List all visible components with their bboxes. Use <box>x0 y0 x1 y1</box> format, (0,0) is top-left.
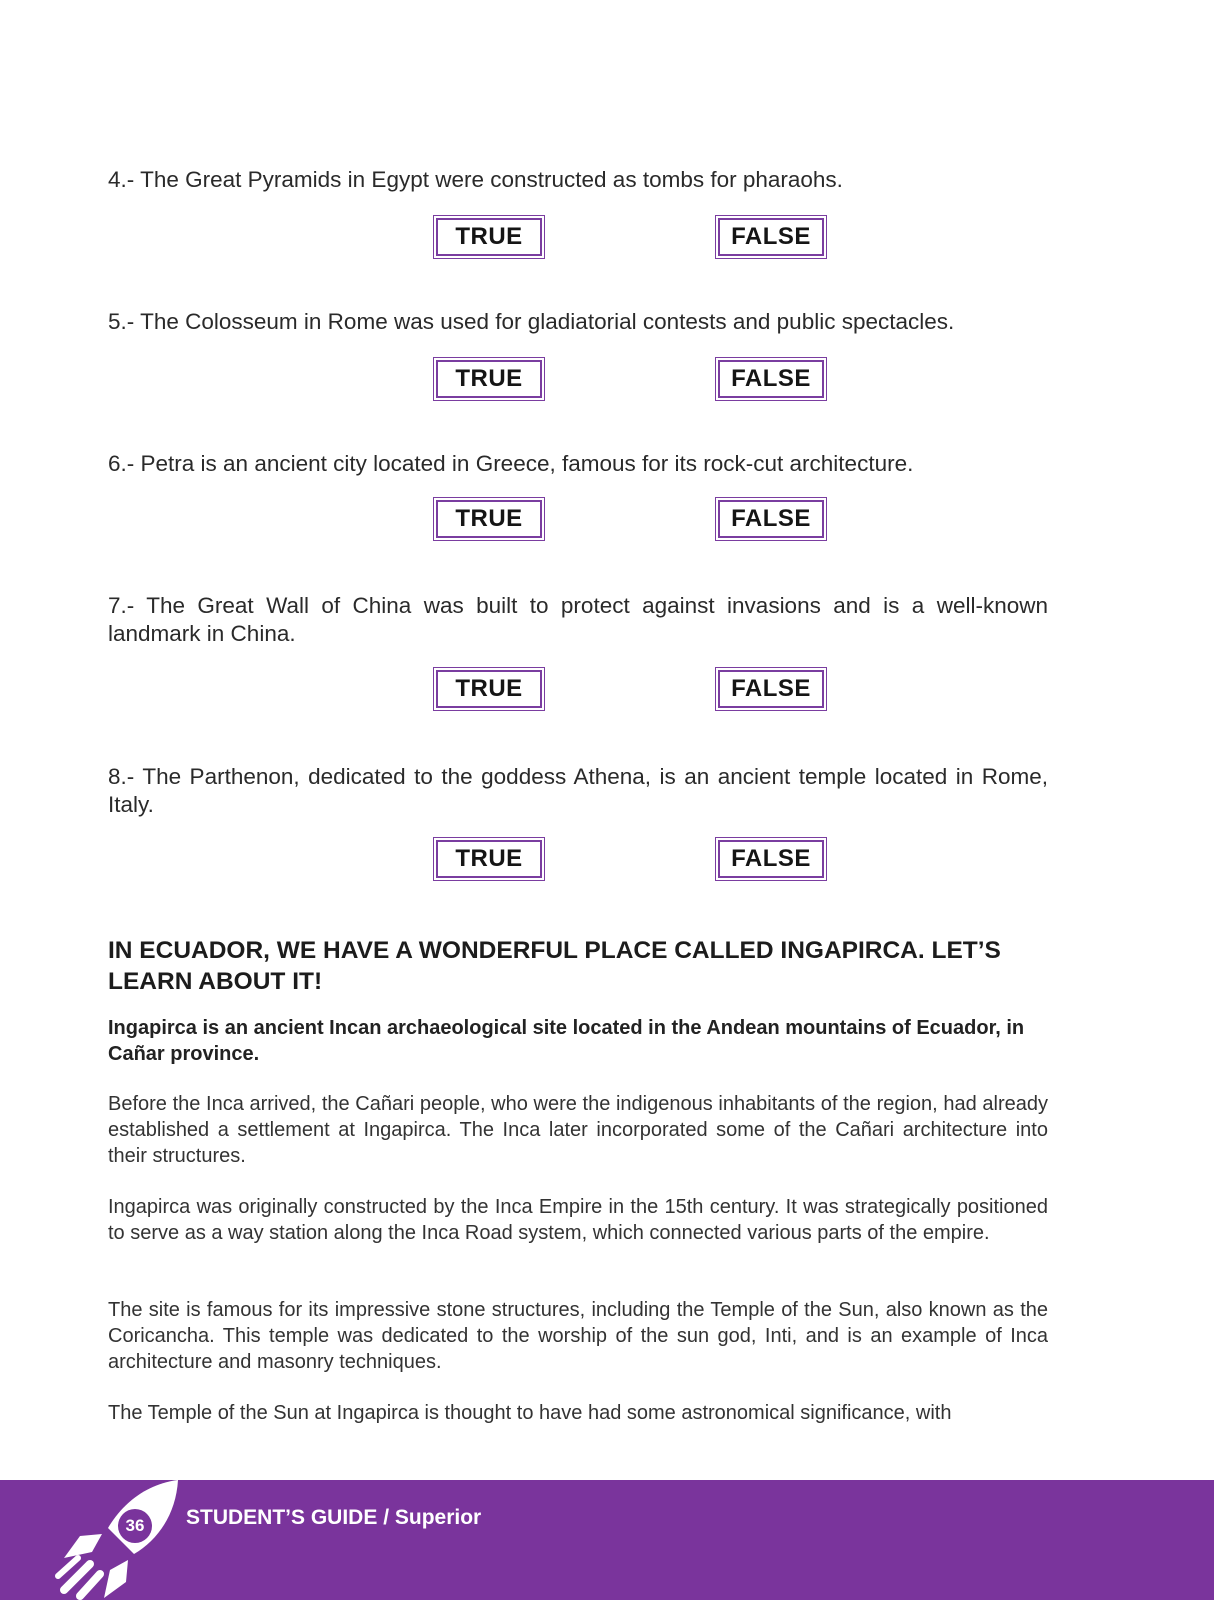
question-5-text: 5.- The Colosseum in Rome was used for gladiatorial contests and public spectacles. <box>108 309 955 334</box>
question-5-true-button[interactable]: TRUE <box>436 360 542 398</box>
paragraph-4: The Temple of the Sun at Ingapirca is thought to have had some astronomical significance, with <box>108 1402 952 1424</box>
rocket-icon <box>50 1478 190 1600</box>
question-4-text: 4.- The Great Pyramids in Egypt were constructed as tombs for pharaohs. <box>108 167 843 192</box>
question-6-text: 6.- Petra is an ancient city located in Greece, famous for its rock-cut architecture. <box>108 451 914 476</box>
paragraph-1: Before the Inca arrived, the Cañari people, who were the indigenous inhabitants of the region, had already established a settlement at Ingapirca. The Inca later incorporated some of the Cañari architecture into their structures. <box>108 1093 1048 1167</box>
paragraph-3: The site is famous for its impressive stone structures, including the Temple of the Sun, also known as the Coricancha. This temple was dedicated to the worship of the sun god, Inti, and is an example of Inca architecture and masonry techniques. <box>108 1299 1048 1373</box>
level-label: / Superior <box>377 1506 482 1529</box>
question-6-true-button[interactable]: TRUE <box>436 500 542 538</box>
question-7-text: 7.- The Great Wall of China was built to protect against invasions and is a well-known landmark in China. <box>108 593 1048 646</box>
page-number: 36 <box>118 1509 152 1543</box>
question-5-false-button[interactable]: FALSE <box>718 360 824 398</box>
question-8-false-button[interactable]: FALSE <box>718 840 824 878</box>
question-6-false-button[interactable]: FALSE <box>718 500 824 538</box>
question-8-true-button[interactable]: TRUE <box>436 840 542 878</box>
question-7-false-button[interactable]: FALSE <box>718 670 824 708</box>
question-4-false-button[interactable]: FALSE <box>718 218 824 256</box>
footer-title <box>186 1506 481 1530</box>
section-lead: Ingapirca is an ancient Incan archaeological site located in the Andean mountains of Ecuador, in Cañar province. <box>108 1017 1025 1065</box>
question-7-true-button[interactable]: TRUE <box>436 670 542 708</box>
question-8-text: 8.- The Parthenon, dedicated to the goddess Athena, is an ancient temple located in Rome, Italy. <box>108 764 1048 817</box>
question-4-true-button[interactable]: TRUE <box>436 218 542 256</box>
guide-label: STUDENT’S GUIDE <box>186 1506 378 1529</box>
paragraph-2: Ingapirca was originally constructed by the Inca Empire in the 15th century. It was strategically positioned to serve as a way station along the Inca Road system, which connected various parts of the empire. <box>108 1196 1048 1244</box>
section-heading: IN ECUADOR, WE HAVE A WONDERFUL PLACE CALLED INGAPIRCA. LET’S LEARN ABOUT IT! <box>108 937 1001 995</box>
